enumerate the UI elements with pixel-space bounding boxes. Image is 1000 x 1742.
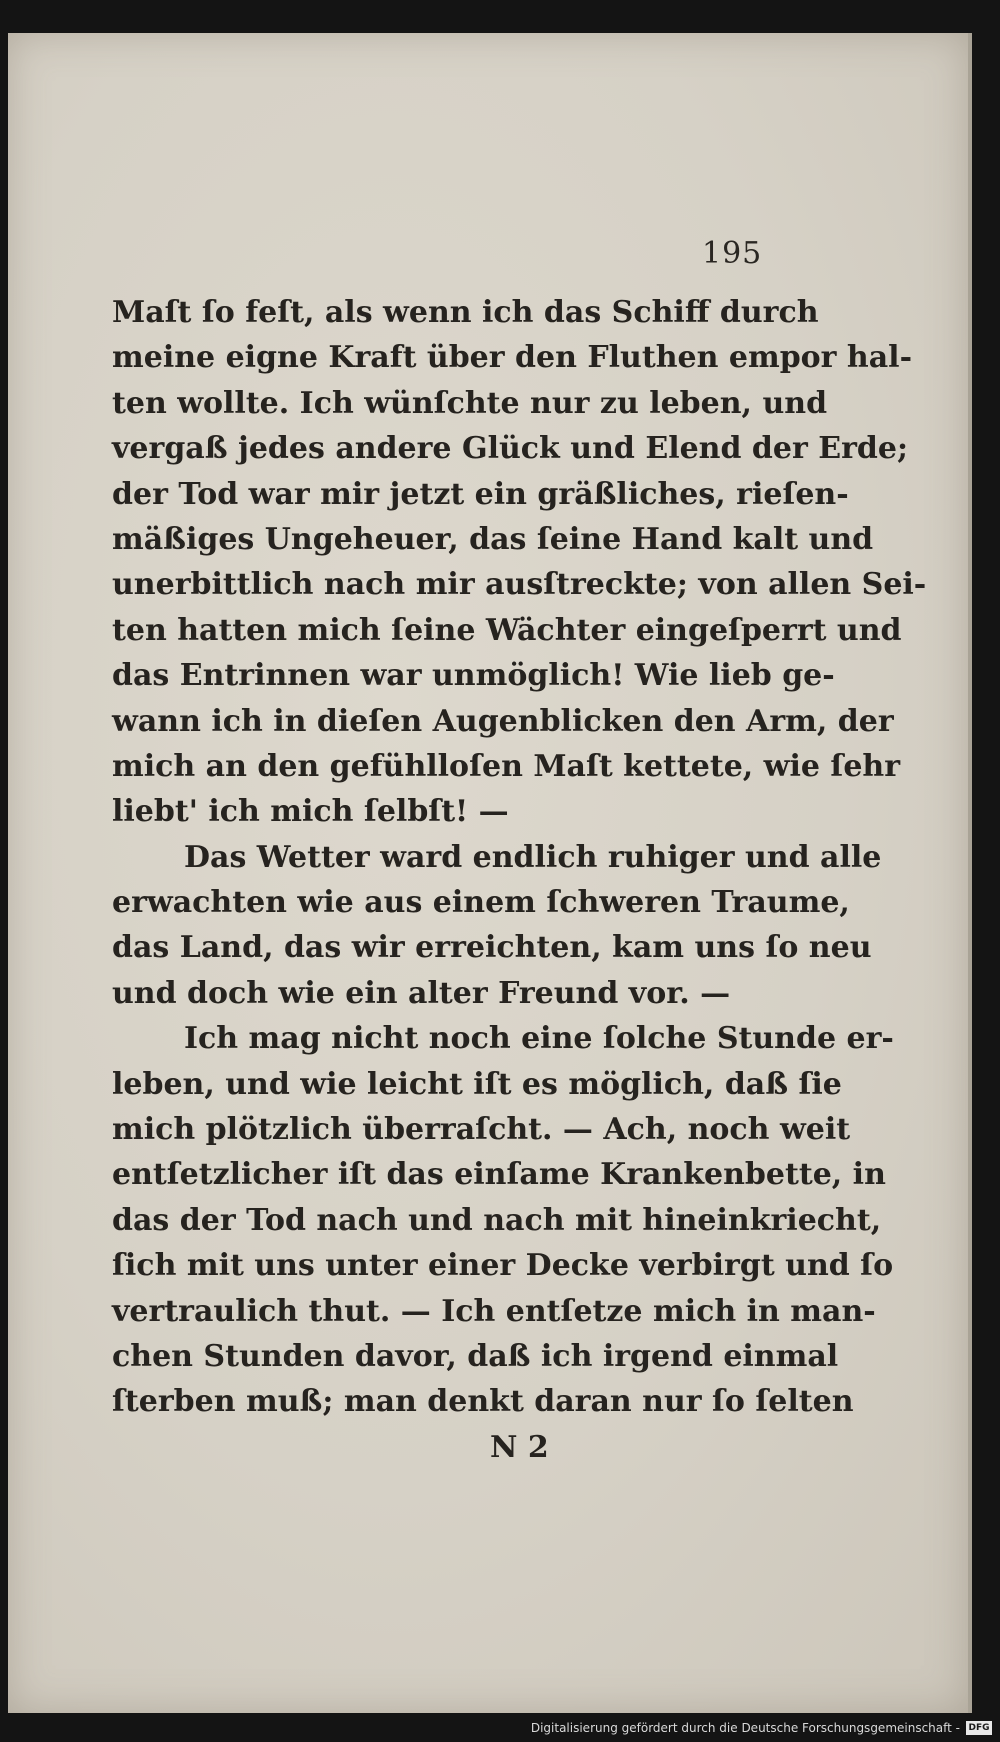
text-line: Ich mag nicht noch eine ſolche Stunde er- (184, 1021, 894, 1057)
text-line: das der Tod nach und nach mit hineinkriecht, (112, 1202, 882, 1238)
text-line: und doch wie ein alter Freund vor. — (112, 975, 731, 1011)
text-line: wann ich in dieſen Augenblicken den Arm, der (112, 703, 894, 739)
text-line: entſetzlicher iſt das einſame Krankenbette, in (112, 1157, 886, 1193)
text-line: Das Wetter ward endlich ruhiger und alle (184, 839, 882, 875)
text-line: meine eigne Kraft über den Fluthen empor hal- (112, 340, 913, 376)
text-line: das Land, das wir erreichten, kam uns ſo neu (112, 930, 872, 966)
text-line: mich an den gefühlloſen Maſt kettete, wie ſehr (112, 748, 901, 784)
page-number: 195 (702, 236, 763, 271)
text-line: ſich mit uns unter einer Decke verbirgt und ſo (112, 1248, 894, 1284)
text-line: das Entrinnen war unmöglich! Wie lieb ge- (112, 658, 835, 694)
text-line: erwachten wie aus einem ſchweren Traume, (112, 885, 850, 921)
funding-credit: Digitalisierung gefördert durch die Deutsche Forschungsgemeinschaft - (530, 1721, 960, 1735)
text-line: der Tod war mir jetzt ein gräßliches, rieſen- (112, 476, 849, 512)
text-line: vertraulich thut. — Ich entſetze mich in man- (112, 1293, 876, 1329)
text-line: Maſt ſo feſt, als wenn ich das Schiff durch (112, 295, 819, 330)
signature-mark: N 2 (490, 1430, 549, 1465)
text-line: vergaß jedes andere Glück und Elend der Erde; (112, 431, 909, 467)
text-line: chen Stunden davor, daß ich irgend einmal (112, 1338, 839, 1374)
text-line: ſterben muß; man denkt daran nur ſo ſelten (112, 1384, 854, 1420)
dfg-logo: DFG (966, 1721, 992, 1735)
text-line: liebt' ich mich ſelbſt! — (112, 794, 509, 830)
text-line: leben, und wie leicht iſt es möglich, daß ſie (112, 1066, 842, 1102)
text-line: mich plötzlich überraſcht. — Ach, noch weit (112, 1112, 851, 1148)
body-text (112, 290, 927, 1425)
text-line: ten wollte. Ich wünſchte nur zu leben, und (112, 385, 828, 421)
text-line: mäßiges Ungeheuer, das ſeine Hand kalt und (112, 521, 874, 557)
text-line: ten hatten mich ſeine Wächter eingeſperrt und (112, 612, 902, 648)
footer-bar (0, 1717, 1000, 1742)
text-line: unerbittlich nach mir ausſtreckte; von allen Sei- (112, 567, 927, 603)
